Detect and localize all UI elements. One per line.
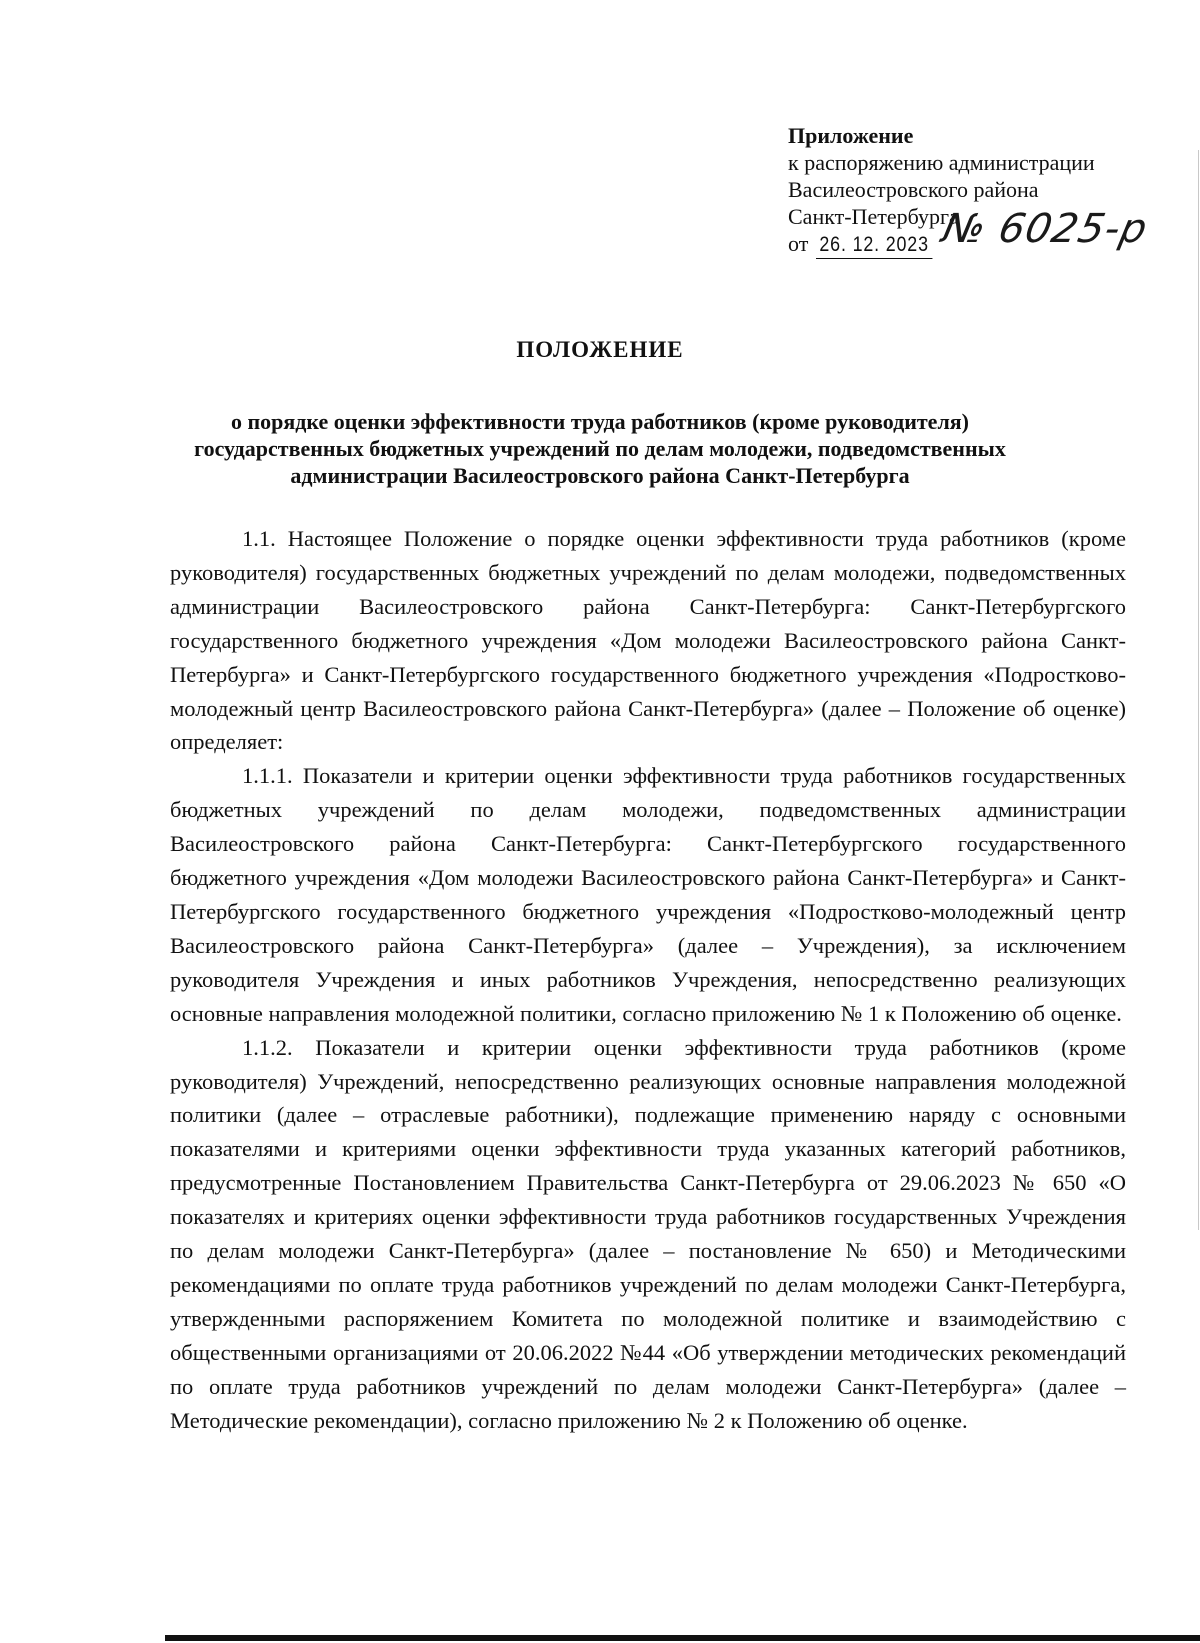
document-body bbox=[170, 522, 1126, 1437]
document-subtitle: о порядке оценки эффективности труда работников (кроме руководителя) государственных бюджетных учреждений по делам молодежи, подведомственных администрации Василеостровского района Санкт-Петербурга bbox=[194, 409, 1006, 488]
appendix-title: Приложение bbox=[788, 123, 914, 148]
scan-bottom-edge bbox=[165, 1635, 1200, 1641]
paragraph-1-1: 1.1. Настоящее Положение о порядке оценки эффективности труда работников (кроме руководителя) государственных бюджетных учреждений по делам молодежи, подведомственных администрации Василеостровского района Санкт-Петербурга: Санкт-Петербургского государственного бюджетного учреждения «Дом молодежи Василеостровского района Санкт-Петербурга» и Санкт-Петербургского государственного бюджетного учреждения «Подростково-молодежный центр Василеостровского района Санкт-Петербурга» (далее – Положение об оценке) определяет: bbox=[170, 526, 1126, 755]
paragraph-1-1-2: 1.1.2. Показатели и критерии оценки эффективности труда работников (кроме руководителя) Учреждений, непосредственно реализующих основные направления молодежной политики (далее – отраслевые работники), подлежащие применению наряду с основными показателями и критериями оценки эффективности труда указанных категорий работников, предусмотренные Постановлением Правительства Санкт-Петербурга от 29.06.2023 № 650 «О показателях и критериях оценки эффективности труда работников государственных Учреждения по делам молодежи Санкт-Петербурга» (далее – постановление № 650) и Методическими рекомендациями по оплате труда работников учреждений по делам молодежи Санкт-Петербурга, утвержденными распоряжением Комитета по молодежной политике и взаимодействию с общественными организациями от 20.06.2022 №44 «Об утверждении методических рекомендаций по оплате труда работников учреждений по делам молодежи Санкт-Петербурга» (далее – Методические рекомендации), согласно приложению № 2 к Положению об оценке. bbox=[170, 1034, 1126, 1433]
paragraph-1-1-1: 1.1.1. Показатели и критерии оценки эффективности труда работников государственных бюджетных учреждений по делам молодежи, подведомственных администрации Василеостровского района Санкт-Петербурга: Санкт-Петербургского государственного бюджетного учреждения «Дом молодежи Василеостровского района Санкт-Петербурга» и Санкт-Петербургского государственного бюджетного учреждения «Подростково-молодежный центр Василеостровского района Санкт-Петербурга» (далее – Учреждения), за исключением руководителя Учреждения и иных работников Учреждения, непосредственно реализующих основные направления молодежной политики, согласно приложению № 1 к Положению об оценке. bbox=[170, 763, 1126, 1026]
date-prefix: от bbox=[788, 231, 809, 256]
order-number-handwritten: № 6025-р bbox=[938, 206, 1152, 252]
order-date: 26. 12. 2023 bbox=[816, 231, 932, 259]
appendix-line-district: Василеостровского района bbox=[788, 177, 1039, 202]
appendix-line-order: к распоряжению администрации bbox=[788, 150, 1095, 175]
document-title: ПОЛОЖЕНИЕ bbox=[516, 337, 684, 362]
appendix-header bbox=[788, 122, 1178, 260]
appendix-line-city: Санкт-Петербурга bbox=[788, 204, 959, 229]
scan-edge-line bbox=[1198, 150, 1199, 1230]
